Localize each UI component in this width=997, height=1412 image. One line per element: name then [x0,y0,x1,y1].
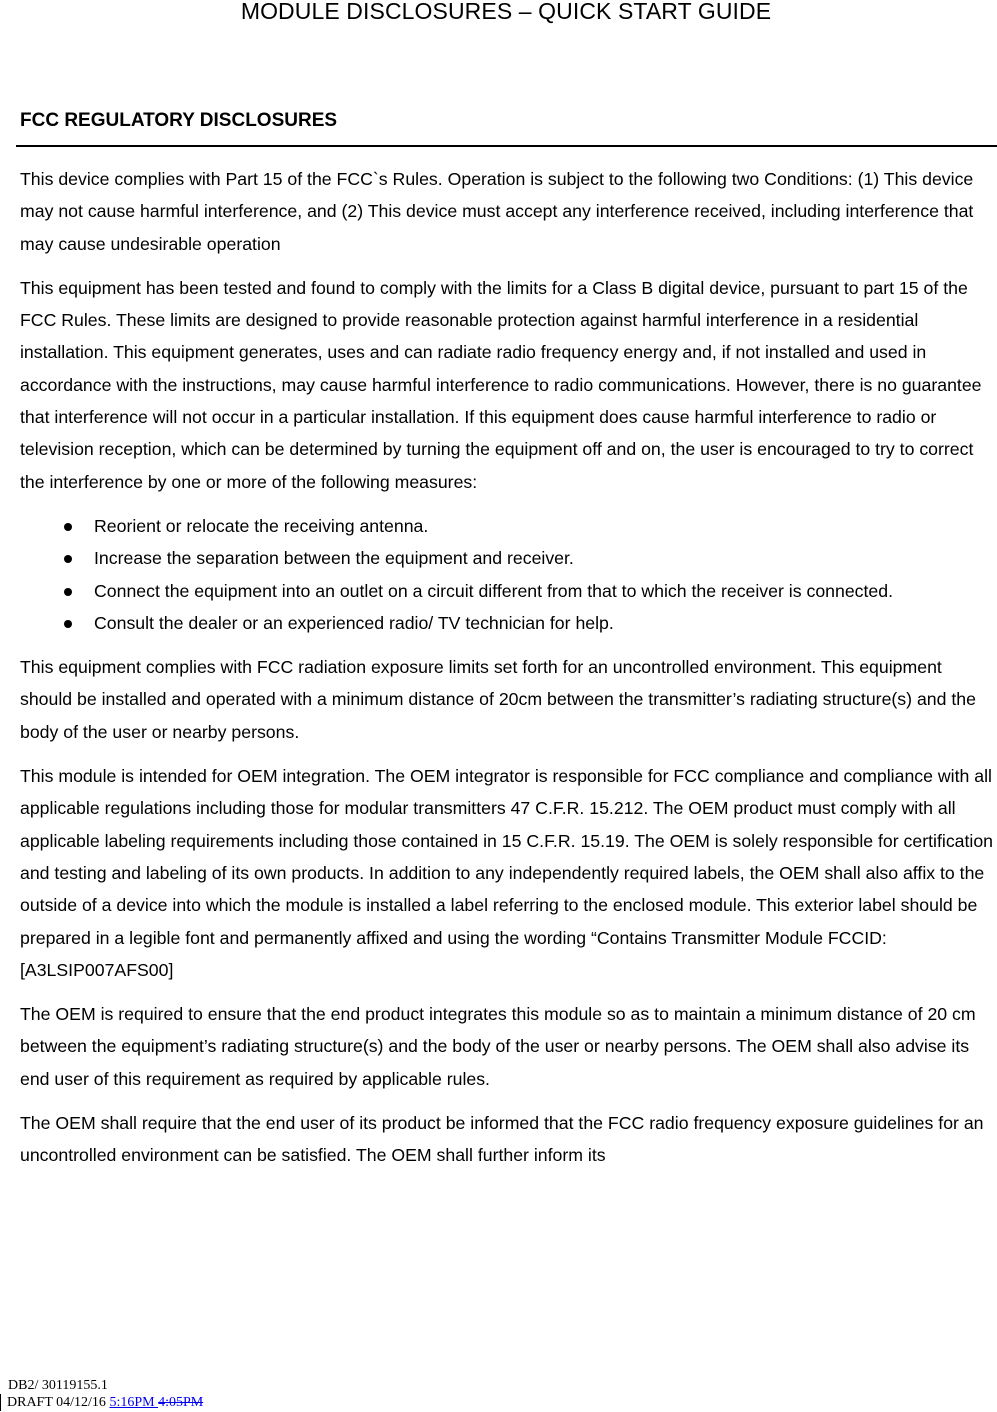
footer-deleted-time: 4:05PM [158,1395,204,1410]
measures-list [20,510,996,639]
paragraph-oem-end-user: The OEM shall require that the end user of its product be informed that the FCC radio frequency exposure guidelines for an uncontrolled environment can be satisfied. The OEM shall further inform its [20,1113,984,1166]
list-item [20,575,996,607]
list-item-text: Consult the dealer or an experienced radio/ TV technician for help. [94,612,614,633]
bullet-icon [64,555,72,563]
document-title: MODULE DISCLOSURES – QUICK START GUIDE [240,0,772,24]
footer-draft-line [0,1394,203,1411]
footer-draft-prefix: DRAFT 04/12/16 [7,1395,110,1410]
bullet-icon [64,620,72,628]
paragraph-compliance: This device complies with Part 15 of the FCC`s Rules. Operation is subject to the following two Conditions: (1) This device may not cause harmful interference, and (2) This device must accept any interference received, including interference that may cause undesirable operation [20,169,974,254]
list-item-text: Connect the equipment into an outlet on a circuit different from that to which the receiver is connected. [94,580,894,601]
paragraph-class-b: This equipment has been tested and found to comply with the limits for a Class B digital device, pursuant to part 15 of the FCC Rules. These limits are designed to provide reasonable protection against harmful interference in a residential installation. This equipment generates, uses and can radiate radio frequency energy and, if not installed and used in accordance with the instructions, may cause harmful interference to radio communications. However, there is no guarantee that interference will not occur in a particular installation. If this equipment does cause harmful interference to radio or television reception, which can be determined by turning the equipment off and on, the user is encouraged to try to correct the interference by one or more of the following measures: [20,277,982,492]
footer-inserted-time: 5:16PM [109,1395,159,1410]
footer [8,1377,203,1411]
list-item [20,510,996,542]
paragraph-oem-distance: The OEM is required to ensure that the end product integrates this module so as to maintain a minimum distance of 20 cm between the equipment’s radiating structure(s) and the body of the user or nearby persons. The OEM shall also advise its end user of this requirement as required by applicable rules. [20,1004,976,1089]
bullet-icon [64,523,72,531]
bullet-icon [64,588,72,596]
list-item-text: Reorient or relocate the receiving antenna. [94,515,429,536]
heading-divider [16,145,997,147]
paragraph-oem-integration: This module is intended for OEM integration. The OEM integrator is responsible for FCC compliance and compliance with all applicable regulations including those for modular transmitters 47 C.F.R. 15.212. The OEM product must comply with all applicable labeling requirements including those contained in 15 C.F.R. 15.19. The OEM is solely responsible for certification and testing and labeling of its own products. In addition to any independently required labels, the OEM shall also affix to the outside of a device into which the module is installed a label referring to the enclosed module. This exterior label should be prepared in a legible font and permanently affixed and using the wording “Contains Transmitter Module FCCID: [A3LSIP007AFS00] [20,766,994,980]
list-item [20,607,996,639]
list-item-text: Increase the separation between the equipment and receiver. [94,548,574,569]
paragraph-radiation-exposure: This equipment complies with FCC radiation exposure limits set forth for an uncontrolled environment. This equipment should be installed and operated with a minimum distance of 20cm between the transmitter’s radiating structure(s) and the body of the user or nearby persons. [20,657,976,742]
document-body [20,163,996,1172]
list-item [20,542,996,574]
footer-doc-id: DB2/ 30119155.1 [8,1378,108,1393]
section-heading: FCC REGULATORY DISCLOSURES [20,110,338,131]
